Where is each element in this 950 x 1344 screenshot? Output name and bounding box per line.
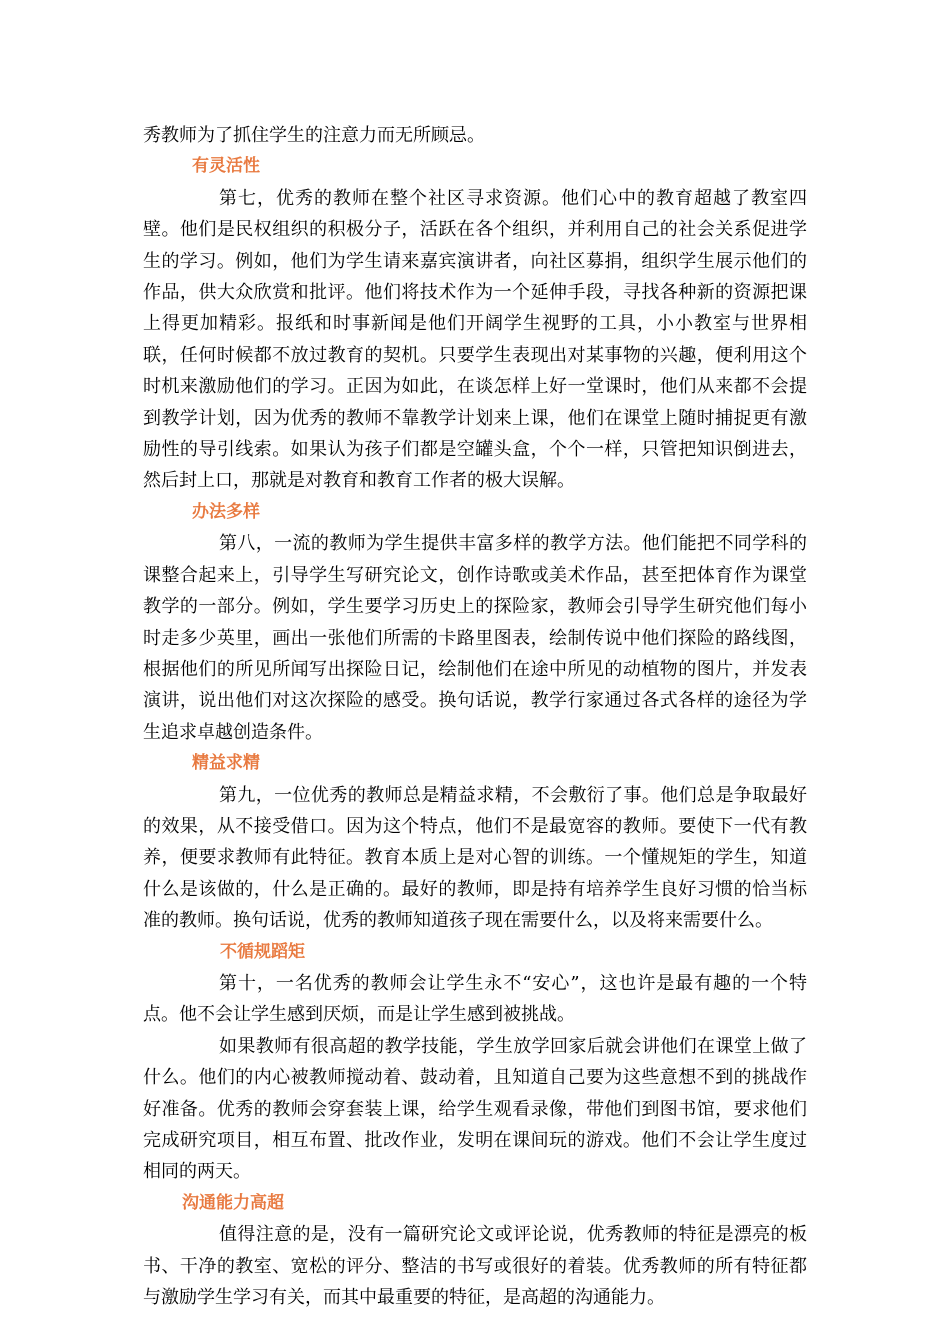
paragraph-seventh: 第七，优秀的教师在整个社区寻求资源。他们心中的教育超越了教室四壁。他们是民权组织的积极分子，活跃在各个组织，并利用自己的社会关系促进学生的学习。例如，他们为学生请来嘉宾演讲者，向社区募捐，组织学生展示他们的作品，供大众欣赏和批评。他们将技术作为一个延伸手段，寻找各种新的资源把课上得更加精彩。报纸和时事新闻是他们开阔学生视野的工具，小小教室与世界相联，任何时候都不放过教育的契机。只要学生表现出对某事物的兴趣，便利用这个时机来激励他们的学习。正因为如此，在谈怎样上好一堂课时，他们从来都不会提到教学计划，因为优秀的教师不靠教学计划来上课，他们在课堂上随时捕捉更有激励性的导引线索。如果认为孩子们都是空罐头盒，个个一样，只管把知识倒进去，然后封上口，那就是对教育和教育工作者的极大误解。 [143,187,807,492]
paragraph-ninth: 第九，一位优秀的教师总是精益求精，不会敷衍了事。他们总是争取最好的效果，从不接受借口。因为这个特点，他们不是最宽容的教师。要使下一代有教养，便要求教师有此特征。教育本质上是对心智的训练。一个懂规矩的学生，知道什么是该做的，什么是正确的。最好的教师，即是持有培养学生良好习惯的恰当标准的教师。换句话说，优秀的教师知道孩子现在需要什么，以及将来需要什么。 [143,784,807,932]
section-heading-flexibility: 有灵活性 [192,156,260,177]
section-heading-unconventional: 不循规蹈矩 [220,941,305,962]
section-heading-varied-methods: 办法多样 [192,501,260,522]
section-heading-excellence: 精益求精 [192,753,260,774]
lead-in-paragraph: 秀教师为了抓住学生的注意力而无所顾忌。 [143,125,485,146]
document-body [143,120,807,1313]
paragraph-eighth: 第八，一流的教师为学生提供丰富多样的教学方法。他们能把不同学科的课整合起来上，引导学生写研究论文，创作诗歌或美术作品，甚至把体育作为课堂教学的一部分。例如，学生要学习历史上的探险家，教师会引导学生研究他们每小时走多少英里，画出一张他们所需的卡路里图表，绘制传说中他们探险的路线图，根据他们的所见所闻写出探险日记，绘制他们在途中所见的动植物的图片，并发表演讲，说出他们对这次探险的感受。换句话说，教学行家通过各式各样的途径为学生追求卓越创造条件。 [143,533,807,743]
paragraph-tenth-continued: 如果教师有很高超的教学技能，学生放学回家后就会讲他们在课堂上做了什么。他们的内心被教师搅动着、鼓动着，且知道自己要为这些意想不到的挑战作好准备。优秀的教师会穿套装上课，给学生观看录像，带他们到图书馆，要求他们完成研究项目，相互布置、批改作业，发明在课间玩的游戏。他们不会让学生度过相同的两天。 [143,1035,807,1183]
paragraph-communication: 值得注意的是，没有一篇研究论文或评论说，优秀教师的特征是漂亮的板书、干净的教室、宽松的评分、整洁的书写或很好的着装。优秀教师的所有特征都与激励学生学习有关，而其中最重要的特征，是高超的沟通能力。 [143,1224,807,1309]
paragraph-tenth: 第十，一名优秀的教师会让学生永不“安心”，这也许是最有趣的一个特点。他不会让学生感到厌烦，而是让学生感到被挑战。 [143,972,807,1026]
section-heading-communication: 沟通能力高超 [182,1192,284,1213]
